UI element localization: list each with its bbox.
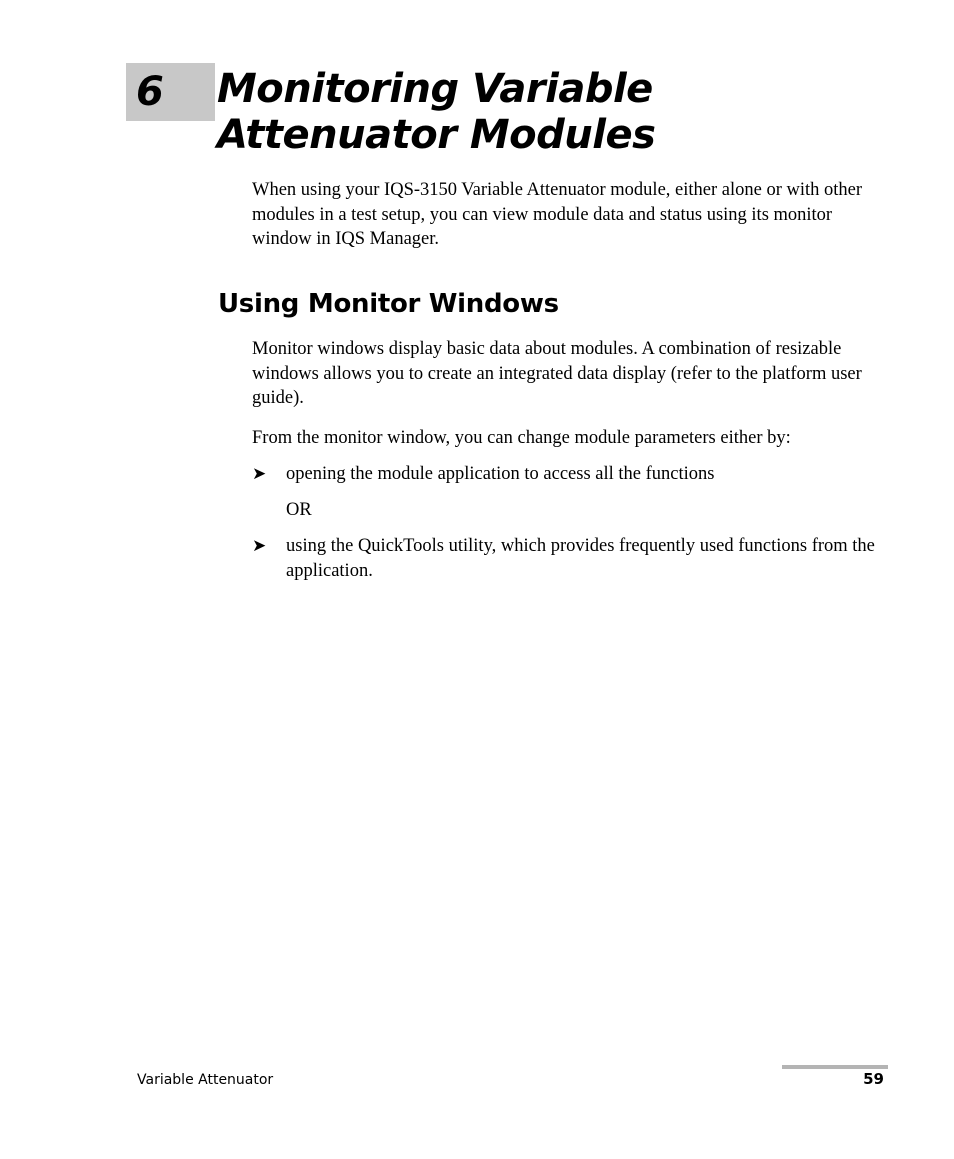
list-item-text: using the QuickTools utility, which provides frequently used functions from the application. — [286, 536, 875, 581]
section-paragraph-1: Monitor windows display basic data about modules. A combination of resizable windows allows you to create an integrated data display (refer to the platform user guide). — [252, 339, 862, 408]
chapter-title-line-2: Attenuator Modules — [217, 112, 656, 158]
section-heading: Using Monitor Windows — [218, 289, 559, 319]
list-item-text: opening the module application to access all the functions — [286, 464, 715, 484]
footer-document-title: Variable Attenuator — [137, 1072, 274, 1088]
chapter-title — [217, 66, 917, 158]
arrow-bullet-icon: ➤ — [252, 536, 267, 556]
page-number: 59 — [863, 1070, 884, 1088]
footer-rule — [782, 1065, 888, 1069]
arrow-bullet-icon: ➤ — [252, 464, 267, 484]
chapter-number: 6 — [136, 69, 164, 115]
section-paragraph-2: From the monitor window, you can change module parameters either by: — [252, 428, 791, 448]
or-separator: OR — [286, 500, 312, 520]
chapter-title-line-1: Monitoring Variable — [217, 66, 653, 112]
intro-paragraph: When using your IQS-3150 Variable Attenuator module, either alone or with other modules in a test setup, you can view module data and status using its monitor window in IQS Manager. — [252, 180, 863, 249]
